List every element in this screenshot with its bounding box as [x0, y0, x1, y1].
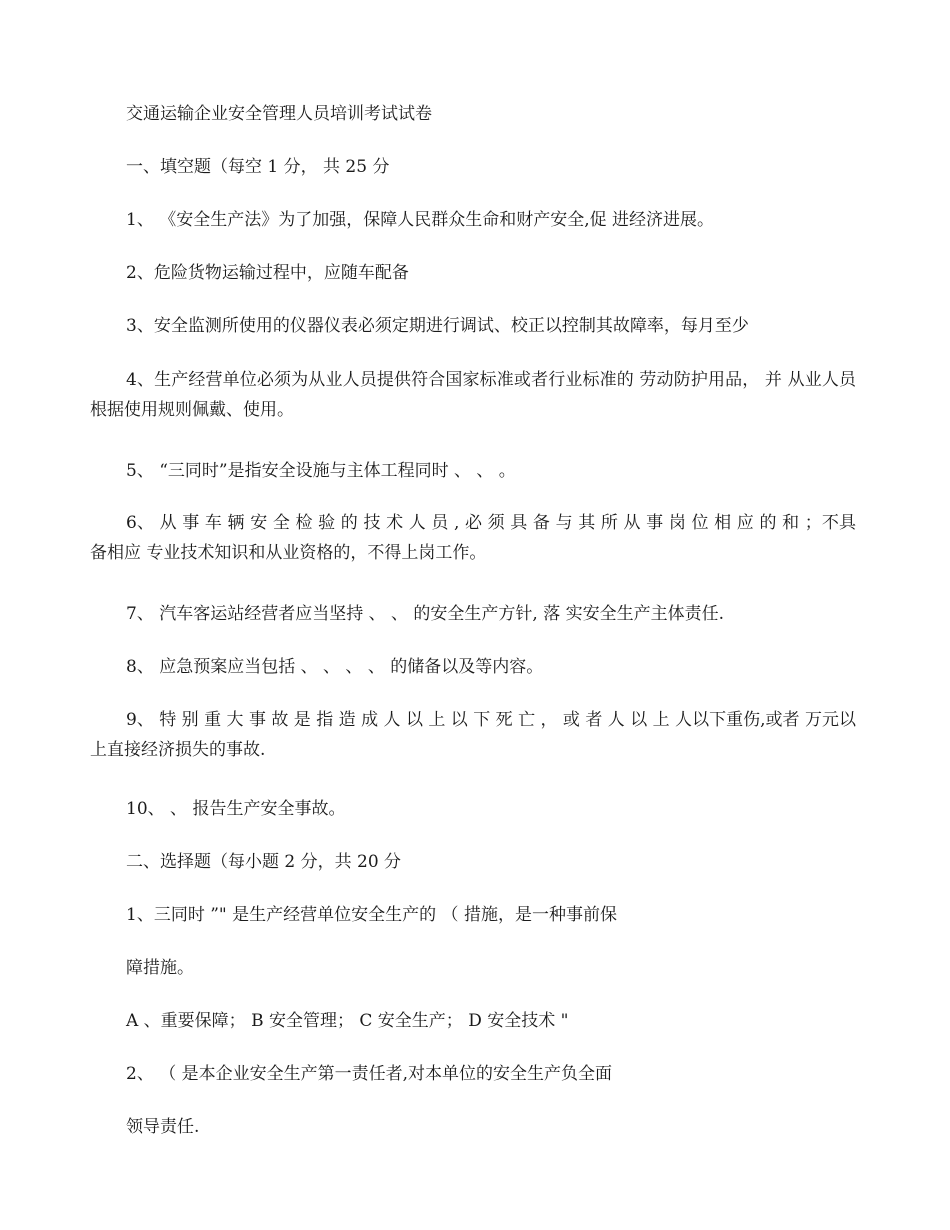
question-1-3: 3、安全监测所使用的仪器仪表必须定期进行调试、校正以控制其故障率，每月至少 [126, 316, 749, 336]
question-2-2-line-1: 2、 （ 是本企业安全生产第一责任者,对本单位的安全生产负全面 [126, 1064, 613, 1084]
question-1-1: 1、 《安全生产法》为了加强，保障人民群众生命和财产安全,促 进经济进展。 [126, 210, 715, 230]
question-1-10: 10、 、 报告生产安全事故。 [126, 799, 346, 819]
question-2-1-options: A 、重要保障； B 安全管理； C 安全生产； D 安全技术 " [126, 1011, 569, 1031]
question-1-8: 8、 应急预案应当包括 、 、 、 、 的储备以及等内容。 [126, 657, 544, 677]
exam-title: 交通运输企业安全管理人员培训考试试卷 [126, 104, 432, 124]
question-1-2: 2、危险货物运输过程中，应随车配备 [126, 263, 409, 283]
question-1-6: 6、 从 事 车 辆 安 全 检 验 的 技 术 人 员 , 必 须 具 备 与 其 所 从 事 岗 位 相 应 的 和 ；不具备相应 专业技术知识和从业资格的，不得上岗工作。 [90, 513, 856, 563]
question-1-9: 9、 特 别 重 大 事 故 是 指 造 成 人 以 上 以 下 死 亡 ， 或 者 人 以 上 人以下重伤,或者 万元以上直接经济损失的事故. [90, 710, 856, 760]
question-2-2-line-2: 领导责任. [126, 1117, 200, 1137]
section-heading-multiple-choice: 二、选择题（每小题 2 分，共 20 分 [126, 852, 402, 872]
section-heading-fill-in: 一、填空题（每空 1 分， 共 25 分 [126, 157, 390, 177]
question-2-1-line-1: 1、三同时 ”" 是生产经营单位安全生产的 （ 措施，是一种事前保 [126, 905, 617, 925]
question-1-4: 4、生产经营单位必须为从业人员提供符合国家标准或者行业标准的 劳动防护用品， 并 从业人员根据使用规则佩戴、使用。 [90, 370, 856, 420]
question-2-1-line-2: 障措施。 [126, 958, 194, 978]
question-1-5: 5、 “三同时”是指安全设施与主体工程同时 、 、 。 [126, 461, 516, 481]
question-1-7: 7、 汽车客运站经营者应当坚持 、 、 的安全生产方针, 落 实安全生产主体责任. [126, 604, 725, 624]
